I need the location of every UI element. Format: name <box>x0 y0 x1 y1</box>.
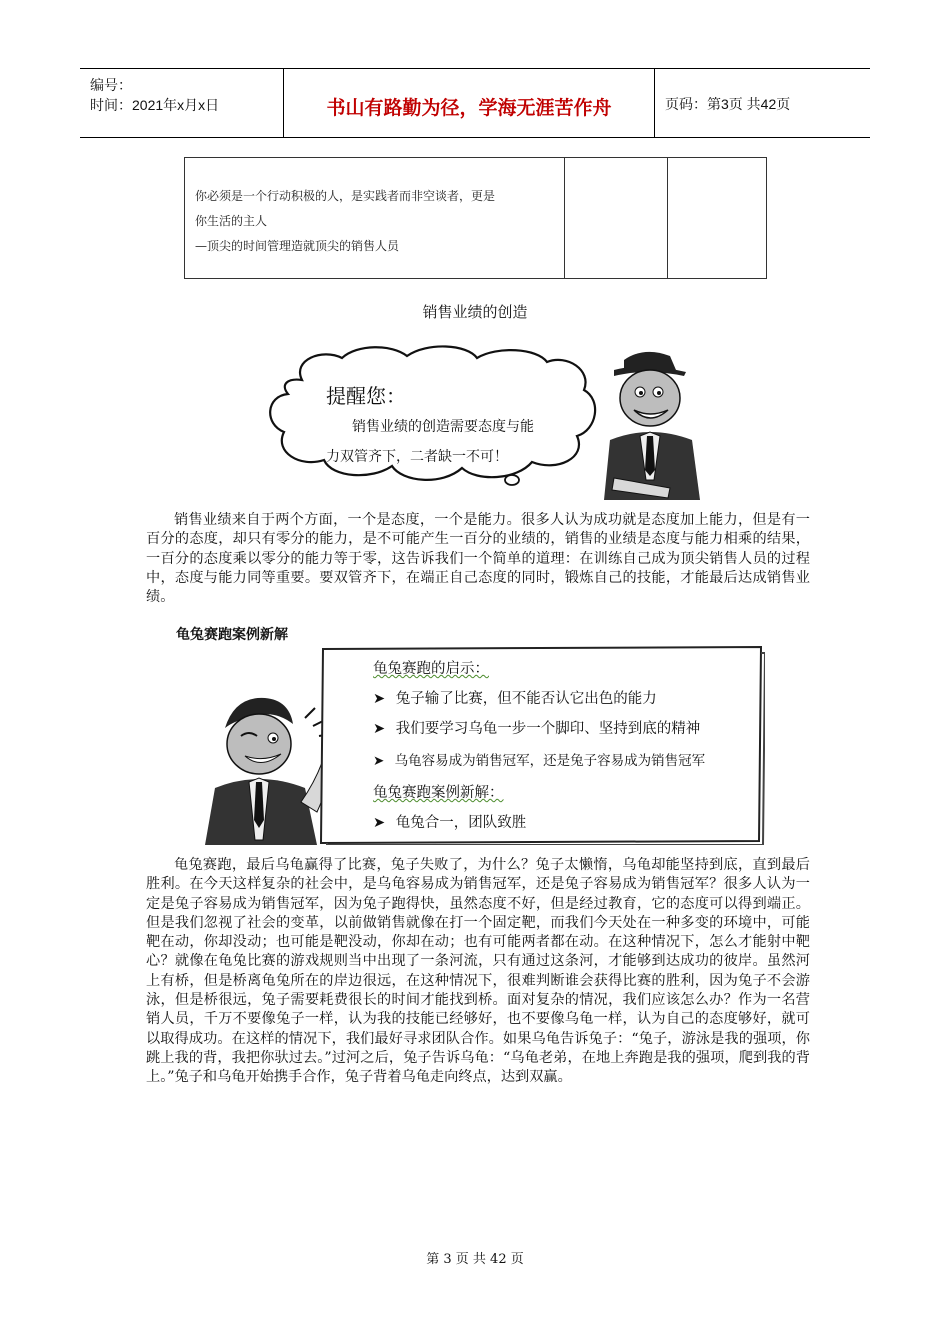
header-motto-cell <box>284 69 655 137</box>
arrow-bullet-icon: ➤ <box>373 721 386 737</box>
number-label: 编号： <box>90 77 132 93</box>
slide-heading-2: 龟兔赛跑案例新解： <box>373 785 504 801</box>
slide-bullet-4 <box>373 811 526 832</box>
date-label: 时间：2021年x月x日 <box>90 97 220 113</box>
quote-box-divider <box>564 158 565 278</box>
slide-bullet-2 <box>373 717 700 738</box>
arrow-bullet-icon: ➤ <box>373 691 386 707</box>
case-subheading: 龟兔赛跑案例新解 <box>176 627 288 643</box>
lesson-slide <box>313 645 765 845</box>
arrow-bullet-icon: ➤ <box>373 753 385 769</box>
paragraph-attitude-ability: 销售业绩来自于两个方面，一个是态度，一个是能力。很多人认为成功就是态度加上能力，但是有一百分的态度，却只有零分的能力，是不可能产生一百分的业绩的，销售的业绩是态度与能力相乘的结果，一百分的态度乘以零分的能力等于零，这告诉我们一个简单的道理：在训练自己成为顶尖销售人员的过程中，态度与能力同等重要。要双管齐下，在端正自己态度的同时，锻炼自己的技能，才能最后达成销售业绩。 <box>146 512 810 606</box>
page-info: 页码：第3页 共42页 <box>665 96 791 112</box>
reminder-line-2: 力双管齐下，二者缺一不可！ <box>326 449 508 465</box>
section-title: 销售业绩的创造 <box>422 303 528 321</box>
paragraph-tortoise-hare: 龟兔赛跑，最后乌龟赢得了比赛，兔子失败了，为什么？兔子太懒惰，乌龟却能坚持到底，直到最后胜利。在今天这样复杂的社会中，是乌龟容易成为销售冠军，还是兔子容易成为销售冠军？很多人认为一定是兔子容易成为销售冠军，因为兔子跑得快，虽然态度不好，但是经过教育，它的态度可以得到端正。但是我们忽视了社会的变革，以前做销售就像在打一个固定靶，而我们今天处在一种多变的环境中，可能靶在动，你却没动；也可能是靶没动，你却在动；也有可能两者都在动。在这种情况下，怎么才能射中靶心？就像在龟兔比赛的游戏规则当中出现了一条河流，只有通过这条河，才能够到达成功的彼岸。虽然河上有桥，但是桥离龟兔所在的岸边很远，在这种情况下，很难判断谁会获得比赛的胜利，因为兔子不会游泳，但是桥很远，兔子需要耗费很长的时间才能找到桥。面对复杂的情况，我们应该怎么办？作为一名营销人员，千万不要像兔子一样，认为我的技能已经够好，也不要像乌龟一样，认为自己的态度够好，就可以取得成功。在这样的情况下，我们最好寻求团队合作。如果乌龟告诉兔子：“兔子，游泳是我的强项，你跳上我的背，我把你驮过去。”过河之后，兔子告诉乌龟：“乌龟老弟，在地上奔跑是我的强项，爬到我的背上。”兔子和乌龟开始携手合作，兔子背着乌龟走向终点，达到双赢。 <box>146 857 810 1086</box>
arrow-bullet-icon: ➤ <box>373 815 386 831</box>
slide-bullet-4-text: 龟兔合一，团队致胜 <box>395 815 527 831</box>
header-meta-cell <box>80 69 284 137</box>
slide-heading-1: 龟兔赛跑的启示： <box>373 661 489 677</box>
header-page-cell <box>655 69 870 137</box>
slide-bullet-3-text: 乌龟容易成为销售冠军，还是兔子容易成为销售冠军 <box>394 753 706 769</box>
page-footer: 第 3 页 共 42 页 <box>426 1252 524 1267</box>
slide-bullet-2-text: 我们要学习乌龟一步一个脚印、坚持到底的精神 <box>395 721 701 737</box>
slide-bullet-3 <box>373 749 705 769</box>
motto-text: 书山有路勤为径，学海无涯苦作舟 <box>326 97 612 119</box>
reminder-line-1: 销售业绩的创造需要态度与能 <box>352 419 534 435</box>
quote-line-3: —顶尖的时间管理造就顶尖的销售人员 <box>195 239 400 253</box>
slide-bullet-1-text: 兔子输了比赛，但不能否认它出色的能力 <box>395 691 657 707</box>
quote-box <box>184 157 767 279</box>
reminder-heading: 提醒您： <box>326 384 406 408</box>
reminder-illustration <box>262 340 702 500</box>
quote-line-1: 你必须是一个行动积极的人，是实践者而非空谈者，更是 <box>195 189 496 203</box>
document-header <box>80 68 870 138</box>
quote-box-divider <box>667 158 668 278</box>
slide-bullet-1 <box>373 687 657 708</box>
quote-line-2: 你生活的主人 <box>195 214 268 228</box>
